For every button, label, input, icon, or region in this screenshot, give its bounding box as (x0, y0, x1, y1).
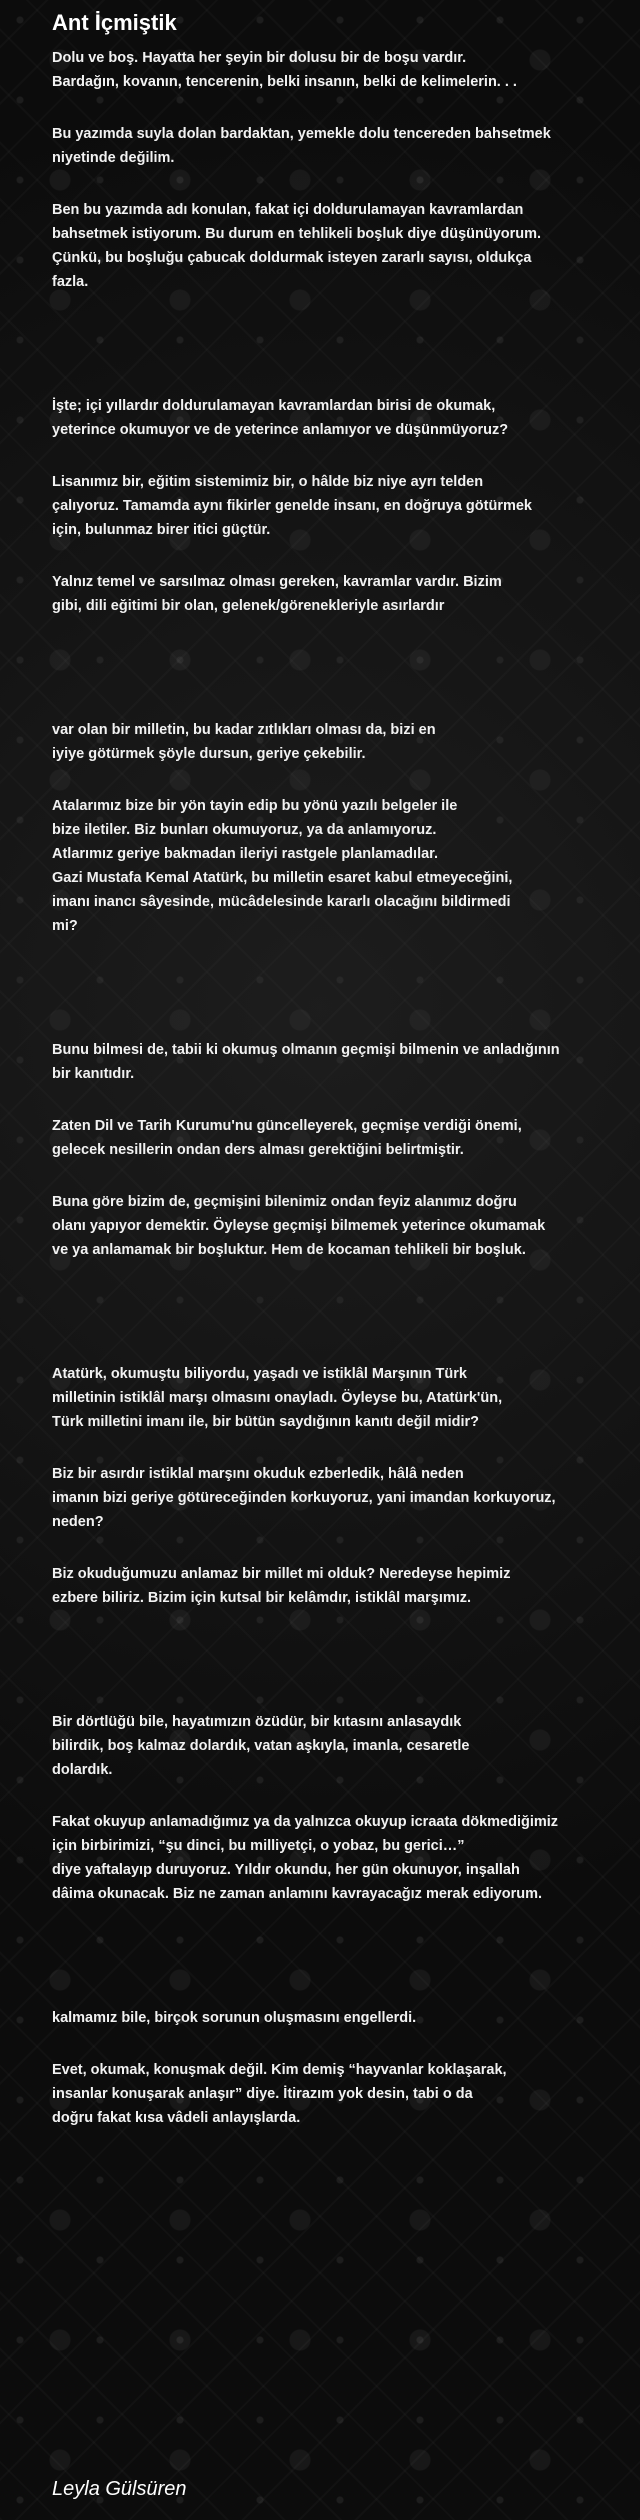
paragraph: Lisanımız bir, eğitim sistemimiz bir, o hâlde biz niye ayrı telden çalıyoruz. Tamamda aynı fikirler genelde insanı, en doğruya götürmek için, bulunmaz birer itici güçtür. (52, 474, 532, 538)
paragraph: Evet, okumak, konuşmak değil. Kim demiş “hayvanlar koklaşarak, insanlar konuşarak anlaşır” diye. İtirazım yok desin, tabi o da doğru fakat kısa vâdeli anlayışlarda. (52, 2062, 507, 2126)
paragraph: Fakat okuyup anlamadığımız ya da yalnızca okuyup icraata dökmediğimiz için birbirimizi, “şu dinci, bu milliyetçi, o yobaz, bu gerici…” diye yaftalayıp duruyoruz. Yıldır okundu, her gün okunuyor, inşallah dâima okunacak. Biz ne zaman anlamını kavrayacağız merak ediyorum. (52, 1814, 559, 1902)
paragraph: Dolu ve boş. Hayatta her şeyin bir dolusu bir de boşu vardır. Bardağın, kovanın, tencerenin, belki insanın, belki de kelimelerin. . . (52, 50, 517, 90)
article-body (52, 46, 627, 2130)
author-signature: Leyla Gülsüren (52, 2478, 187, 2500)
paragraph: Buna göre bizim de, geçmişini bilenimiz ondan feyiz alanımız doğru olanı yapıyor demektir. Öyleyse geçmişi bilmemek yeterince okumamak ve ya anlamamak bir boşluktur. Hem de kocaman tehlikeli bir boşluk. (52, 1194, 546, 1258)
paragraph: Yalnız temel ve sarsılmaz olması gereken, kavramlar vardır. Bizim gibi, dili eğitimi bir olan, gelenek/göreneklеriyle asırlardır (52, 574, 502, 614)
paragraph: kalmamız bile, birçok sorunun oluşmasını engellerdi. (52, 2010, 417, 2026)
paragraph: Biz bir asırdır istiklal marşını okuduk ezberledik, hâlâ neden imanın bizi geriye götüreceğinden korkuyoruz, yani imandan korkuyoruz, neden? (52, 1466, 556, 1530)
paragraph: Bir dörtlüğü bile, hayatımızın özüdür, bir kıtasını anlasaydık bilirdik, boş kalmaz dolardık, vatan aşkıyla, imanla, cesaretle dolardık. (52, 1714, 470, 1778)
paragraph: Atalarımız bize bir yön tayin edip bu yönü yazılı belgeler ile bize iletiler. Biz bunları okumuyoruz, ya da anlamıyoruz. Atlarımız geriye bakmadan ileriyi rastgele planlamadılar. Gazi Mustafa Kemal Atatürk, bu milletin esaret kabul etmeyeceğini, imanı inancı sâyesinde, mücâdelesinde kararlı olacağını bildirmedi mi? (52, 798, 513, 934)
page-title: Ant İçmiştik (52, 10, 177, 35)
paragraph: var olan bir milletin, bu kadar zıtlıkları olması da, bizi en iyiye götürmek şöyle dursun, geriye çekebilir. (52, 722, 436, 762)
paragraph: Biz okuduğumuzu anlamaz bir millet mi olduk? Neredeyse hepimiz ezbere biliriz. Bizim için kutsal bir kelâmdır, istiklâl marşımız. (52, 1566, 511, 1606)
paragraph: Bu yazımda suyla dolan bardaktan, yemekle dolu tencereden bahsetmek niyetinde değilim. (52, 126, 551, 166)
paragraph: Ben bu yazımda adı konulan, fakat içi doldurulamayan kavramlardan bahsetmek istiyorum. Bu durum en tehlikeli boşluk diye düşünüyorum. Çünkü, bu boşluğu çabucak doldurmak isteyen zararlı sayısı, oldukça fazla. (52, 202, 542, 290)
paragraph: Bunu bilmesi de, tabii ki okumuş olmanın geçmişi bilmenin ve anladığının bir kanıtıdır. (52, 1042, 560, 1082)
paragraph: Atatürk, okumuştu biliyordu, yaşadı ve istiklâl Marşının Türk milletinin istiklâl marşı olmasını onayladı. Öyleyse bu, Atatürk'ün, Türk milletini imanı ile, bir bütün saydığının kanıtı değil midir? (52, 1366, 503, 1430)
paragraph: Zaten Dil ve Tarih Kurumu'nu güncelleyerek, geçmişe verdiği önemi, gelecek nesillerin ondan ders alması gerektiğini belirtmiştir. (52, 1118, 522, 1158)
paragraph: İşte; içi yıllardır doldurulamayan kavramlardan birisi de okumak, yeterince okumuyor ve de yeterince anlamıyor ve düşünmüyoruz? (52, 398, 509, 438)
